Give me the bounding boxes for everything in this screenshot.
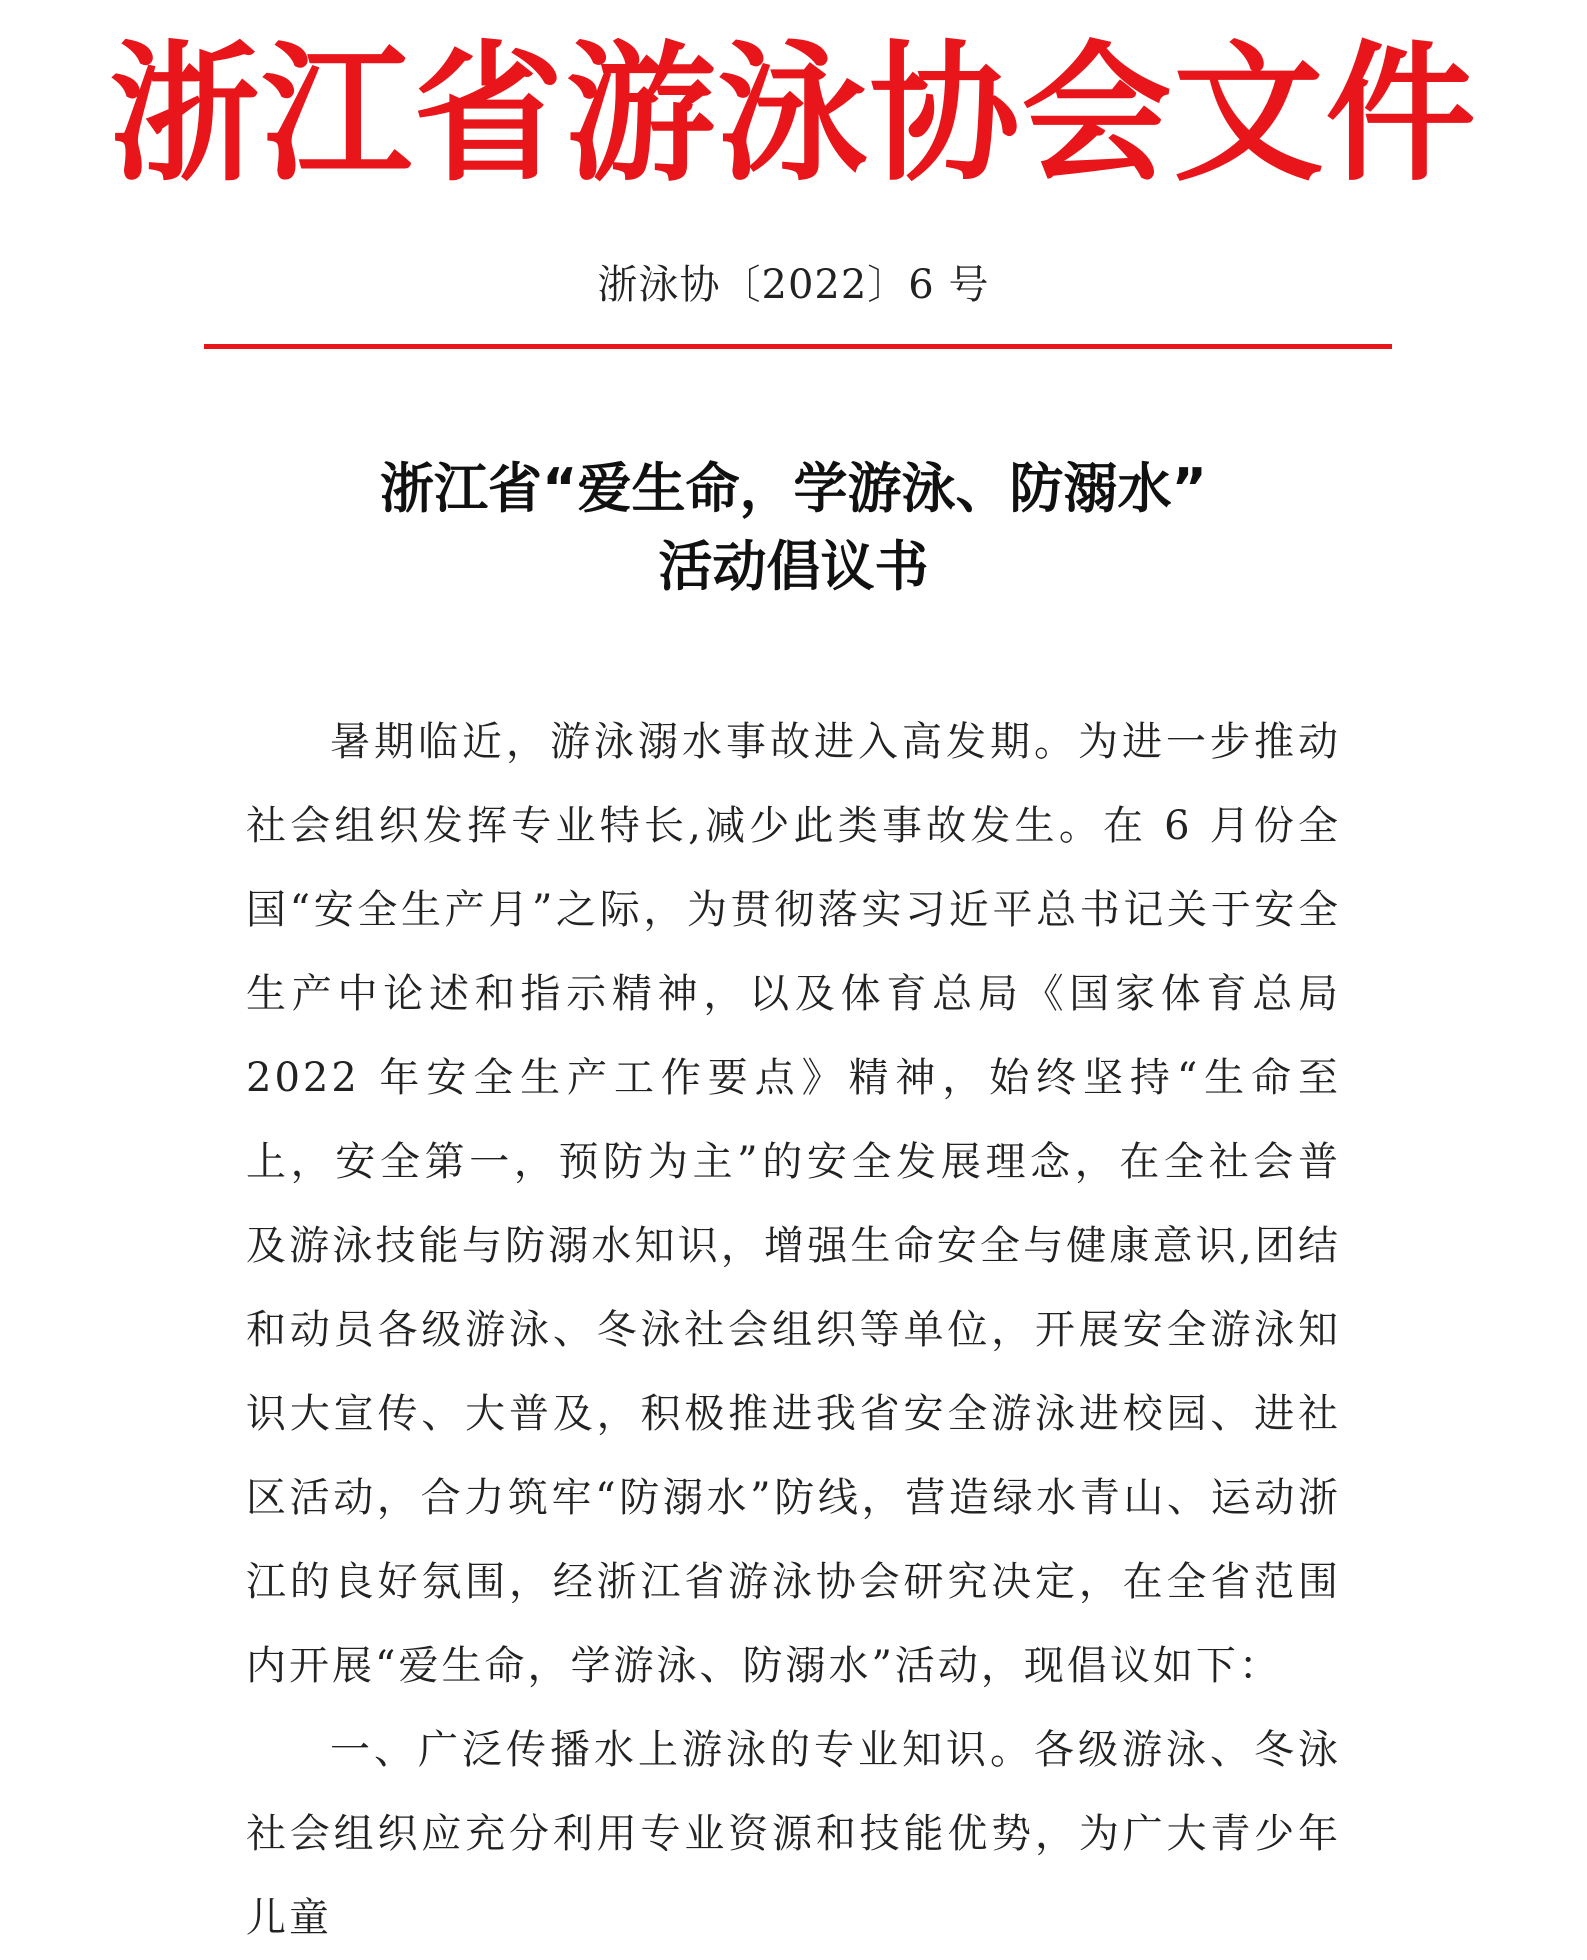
masthead-title: 浙江省游泳协会文件 [109,28,1478,202]
red-divider-line [204,344,1392,349]
body-paragraph: 一、广泛传播水上游泳的专业知识。各级游泳、冬泳社会组织应充分利用专业资源和技能优势，为广大青少年儿童 [246,1727,1341,1941]
body-paragraph: 暑期临近，游泳溺水事故进入高发期。为进一步推动社会组织发挥专业特长,减少此类事故发生。在 6 月份全国“安全生产月”之际，为贯彻落实习近平总书记关于安全生产中论述和指示精神，以及体育总局《国家体育总局 2022 年安全生产工作要点》精神，始终坚持“生命至上，安全第一，预防为主”的安全发展理念，在全社会普及游泳技能与防溺水知识，增强生命安全与健康意识,团结和动员各级游泳、冬泳社会组织等单位，开展安全游泳知识大宣传、大普及，积极推进我省安全游泳进校园、进社区活动，合力筑牢“防溺水”防线，营造绿水青山、运动浙江的良好氛围，经浙江省游泳协会研究决定，在全省范围内开展“爱生命，学游泳、防溺水”活动，现倡议如下： [246,719,1341,1689]
document-body [246,700,1341,1960]
document-title-line-2: 活动倡议书 [658,535,929,598]
document-title-line-1: 浙江省“爱生命，学游泳、防溺水” [380,457,1207,520]
document-number: 浙泳协〔2022〕6 号 [597,262,990,308]
